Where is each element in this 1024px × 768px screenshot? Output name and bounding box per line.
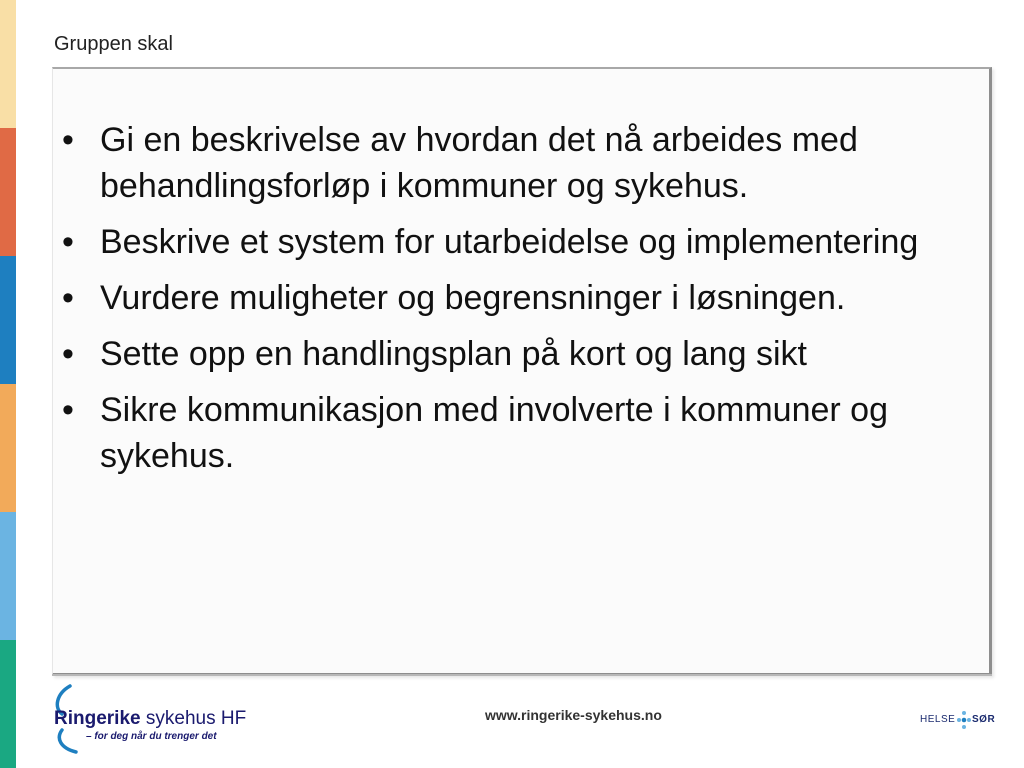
- bullet-item: [60, 387, 960, 479]
- bullet-item: [60, 219, 960, 265]
- bullet-icon: •: [62, 335, 74, 373]
- bullet-icon: •: [62, 391, 74, 429]
- bullet-item: [60, 275, 960, 321]
- helse-dots-icon: [956, 710, 972, 730]
- bullet-icon: •: [62, 279, 74, 317]
- logo-tagline: – for deg når du trenger det: [86, 731, 217, 742]
- stripe-6: [0, 640, 16, 768]
- bullet-icon: •: [62, 223, 74, 261]
- footer-url: www.ringerike-sykehus.no: [485, 707, 662, 723]
- stripe-2: [0, 128, 16, 256]
- bullet-text: Gi en beskrivelse av hvordan det nå arbeides med behandlingsforløp i kommuner og sykehus.: [100, 121, 858, 205]
- stripe-5: [0, 512, 16, 640]
- helse-sor-logo: [920, 710, 1010, 730]
- color-stripe-bar: [0, 0, 16, 768]
- bullet-text: Sette opp en handlingsplan på kort og lang sikt: [100, 335, 807, 373]
- stripe-3: [0, 256, 16, 384]
- footer-divider: [52, 674, 992, 676]
- bullet-text: Vurdere muligheter og begrensninger i løsningen.: [100, 279, 846, 317]
- helse-text: HELSE: [920, 714, 956, 725]
- bullet-list: [60, 117, 960, 489]
- bullet-icon: •: [62, 121, 74, 159]
- stripe-1: [0, 0, 16, 128]
- bullet-text: Beskrive et system for utarbeidelse og implementering: [100, 223, 919, 261]
- stripe-4: [0, 384, 16, 512]
- bullet-item: [60, 331, 960, 377]
- logo-name-rest: sykehus HF: [140, 708, 247, 729]
- logo-name: [54, 708, 246, 730]
- logo-name-bold: Ringerike: [54, 708, 141, 729]
- bullet-item: [60, 117, 960, 209]
- ringerike-logo: [52, 684, 247, 754]
- sor-text: SØR: [972, 714, 996, 725]
- slide-heading: Gruppen skal: [54, 33, 173, 55]
- bullet-text: Sikre kommunikasjon med involverte i kommuner og sykehus.: [100, 391, 888, 475]
